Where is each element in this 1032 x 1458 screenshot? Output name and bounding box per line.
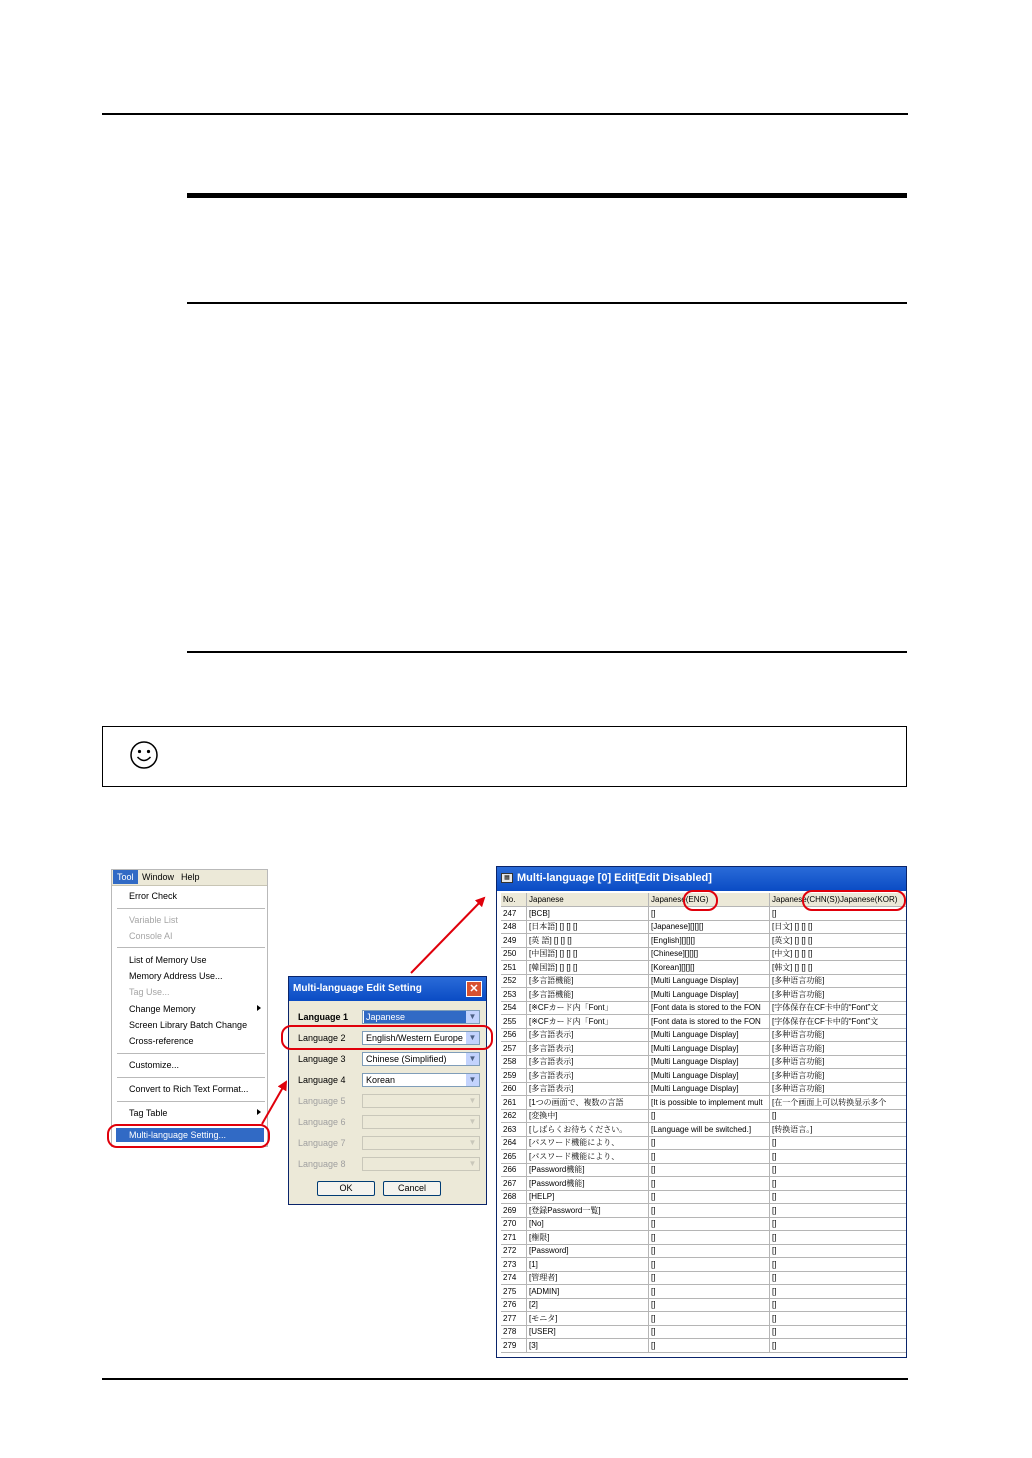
cell-eng[interactable]: []	[649, 1244, 770, 1258]
cell-no[interactable]: 247	[501, 907, 527, 921]
table-row[interactable]	[501, 1042, 907, 1056]
cell-eng[interactable]: [Multi Language Display]	[649, 1028, 770, 1042]
cell-japanese[interactable]: [多言語表示]	[527, 1042, 649, 1056]
menu-tool[interactable]: Tool	[113, 870, 138, 884]
cell-japanese[interactable]: [1]	[527, 1258, 649, 1272]
cell-japanese[interactable]: [Password機能]	[527, 1163, 649, 1177]
language-4-value: Korean	[366, 1075, 396, 1085]
cell-japanese[interactable]: [権限]	[527, 1231, 649, 1245]
cell-eng[interactable]: [Multi Language Display]	[649, 1055, 770, 1069]
cell-eng[interactable]: []	[649, 1163, 770, 1177]
cell-eng[interactable]: []	[649, 1258, 770, 1272]
section-top-rule	[187, 193, 907, 198]
cell-no[interactable]: 261	[501, 1096, 527, 1110]
cell-eng[interactable]: []	[649, 1271, 770, 1285]
language-3-select[interactable]	[362, 1052, 480, 1066]
note-box	[102, 726, 907, 787]
table-row[interactable]	[501, 974, 907, 988]
table-row[interactable]	[501, 1015, 907, 1029]
cell-no[interactable]: 275	[501, 1285, 527, 1299]
cell-japanese[interactable]: [日本語] [] [] []	[527, 920, 649, 934]
cell-no[interactable]: 279	[501, 1339, 527, 1353]
highlight-multi-language-setting	[107, 1124, 270, 1148]
cell-japanese[interactable]: [変換中]	[527, 1109, 649, 1123]
cell-chn-kor[interactable]: []	[770, 1312, 907, 1326]
window-title: Multi-language [0] Edit[Edit Disabled]	[517, 872, 712, 884]
cell-chn-kor[interactable]: []	[770, 1190, 907, 1204]
cell-chn-kor[interactable]: [多种语言功能]	[770, 1042, 907, 1056]
language-4-select[interactable]	[362, 1073, 480, 1087]
cell-japanese[interactable]: [多言語表示]	[527, 1055, 649, 1069]
ok-button[interactable]: OK	[317, 1181, 375, 1196]
cell-chn-kor[interactable]: []	[770, 1163, 907, 1177]
cell-japanese[interactable]: [パスワード機能により、	[527, 1150, 649, 1164]
table-row[interactable]	[501, 1285, 907, 1299]
table-row[interactable]	[501, 1177, 907, 1191]
menu-window[interactable]: Window	[142, 872, 175, 882]
cell-no[interactable]: 269	[501, 1204, 527, 1218]
cell-no[interactable]: 254	[501, 1001, 527, 1015]
cell-chn-kor[interactable]: [多种语言功能]	[770, 988, 907, 1002]
cell-japanese[interactable]: [BCB]	[527, 907, 649, 921]
cell-japanese[interactable]: [1つの画面で、複数の言語	[527, 1096, 649, 1110]
menu-separator	[117, 947, 265, 948]
table-row[interactable]	[501, 1217, 907, 1231]
cell-chn-kor[interactable]: []	[770, 1339, 907, 1353]
cell-eng[interactable]: []	[649, 1177, 770, 1191]
cell-chn-kor[interactable]: [日文] [] [] []	[770, 920, 907, 934]
cell-eng[interactable]: [Japanese][][][]	[649, 920, 770, 934]
menu-item-label: Multi-language Setting...	[129, 1130, 227, 1140]
table-row[interactable]	[501, 1055, 907, 1069]
chevron-down-icon[interactable]: ▼	[466, 1011, 479, 1023]
menu-separator	[117, 1053, 265, 1054]
cell-eng[interactable]: []	[649, 907, 770, 921]
cell-no[interactable]: 260	[501, 1082, 527, 1096]
cell-japanese[interactable]: [英 語] [] [] []	[527, 934, 649, 948]
table-row[interactable]	[501, 1312, 907, 1326]
language-1-label: Language 1	[298, 1012, 349, 1022]
footer-rule	[102, 1378, 908, 1380]
cell-japanese[interactable]: [HELP]	[527, 1190, 649, 1204]
section-rule-2	[187, 651, 907, 653]
cell-chn-kor[interactable]: [韩文] [] [] []	[770, 961, 907, 975]
cell-japanese[interactable]: [多言語機能]	[527, 988, 649, 1002]
dialog-title: Multi-language Edit Setting	[293, 983, 422, 994]
cell-eng[interactable]: []	[649, 1217, 770, 1231]
chevron-down-icon[interactable]: ▼	[466, 1053, 479, 1065]
chevron-down-icon: ▼	[466, 1158, 479, 1170]
language-5-select[interactable]	[362, 1094, 480, 1108]
menu-item-error-check[interactable]: Error Check	[129, 891, 178, 901]
table-row[interactable]	[501, 1244, 907, 1258]
table-row[interactable]	[501, 1204, 907, 1218]
cell-japanese[interactable]: [※CFカード内「Font」	[527, 1001, 649, 1015]
submenu-arrow-icon	[257, 1005, 261, 1011]
cell-eng[interactable]: []	[649, 1231, 770, 1245]
cell-chn-kor[interactable]: []	[770, 1231, 907, 1245]
cell-japanese[interactable]: [ADMIN]	[527, 1285, 649, 1299]
cell-no[interactable]: 273	[501, 1258, 527, 1272]
cell-chn-kor[interactable]: []	[770, 1109, 907, 1123]
cell-eng[interactable]: []	[649, 1298, 770, 1312]
table-row[interactable]	[501, 1298, 907, 1312]
cell-chn-kor[interactable]: []	[770, 907, 907, 921]
cell-japanese[interactable]: [管理者]	[527, 1271, 649, 1285]
language-7-select[interactable]	[362, 1136, 480, 1150]
table-row[interactable]	[501, 1136, 907, 1150]
cell-eng[interactable]: [It is possible to implement mult	[649, 1096, 770, 1110]
cell-no[interactable]: 262	[501, 1109, 527, 1123]
cell-no[interactable]: 266	[501, 1163, 527, 1177]
cell-eng[interactable]: []	[649, 1204, 770, 1218]
cell-chn-kor[interactable]: []	[770, 1271, 907, 1285]
cell-eng[interactable]: []	[649, 1136, 770, 1150]
cell-no[interactable]: 250	[501, 947, 527, 961]
chevron-down-icon[interactable]: ▼	[466, 1074, 479, 1086]
cell-eng[interactable]: [Font data is stored to the FON	[649, 1015, 770, 1029]
cell-no[interactable]: 258	[501, 1055, 527, 1069]
cell-chn-kor[interactable]: []	[770, 1298, 907, 1312]
cell-no[interactable]: 249	[501, 934, 527, 948]
cell-no[interactable]: 253	[501, 988, 527, 1002]
language-4-label: Language 4	[298, 1075, 346, 1085]
language-3-label: Language 3	[298, 1054, 346, 1064]
menu-item-memory-address-use[interactable]: Memory Address Use...	[129, 971, 223, 981]
menu-item-change-memory[interactable]: Change Memory	[129, 1004, 196, 1014]
cell-japanese[interactable]: [韓国語] [] [] []	[527, 961, 649, 975]
highlight-language-2	[281, 1025, 493, 1050]
cell-no[interactable]: 248	[501, 920, 527, 934]
cell-chn-kor[interactable]: [在一个画面上可以转换显示多个	[770, 1096, 907, 1110]
cell-chn-kor[interactable]: [英文] [] [] []	[770, 934, 907, 948]
cell-no[interactable]: 252	[501, 974, 527, 988]
multi-language-edit-window	[496, 866, 907, 1358]
language-1-value: Japanese	[364, 1011, 468, 1023]
cell-japanese[interactable]: [3]	[527, 1339, 649, 1353]
cell-eng[interactable]: []	[649, 1190, 770, 1204]
cell-no[interactable]: 272	[501, 1244, 527, 1258]
language-5-label: Language 5	[298, 1096, 346, 1106]
table-row[interactable]	[501, 920, 907, 934]
multi-language-edit-setting-dialog	[288, 976, 487, 1205]
cell-eng[interactable]: [Korean][][][]	[649, 961, 770, 975]
cell-eng[interactable]: [Multi Language Display]	[649, 1069, 770, 1083]
chevron-down-icon: ▼	[466, 1095, 479, 1107]
cell-chn-kor[interactable]: [多种语言功能]	[770, 1055, 907, 1069]
cell-japanese[interactable]: [Password機能]	[527, 1177, 649, 1191]
cell-chn-kor[interactable]: []	[770, 1136, 907, 1150]
close-icon[interactable]: ✕	[466, 981, 482, 997]
table-row[interactable]	[501, 1082, 907, 1096]
table-row[interactable]	[501, 1123, 907, 1137]
table-row[interactable]	[501, 1190, 907, 1204]
language-6-label: Language 6	[298, 1117, 346, 1127]
cell-chn-kor[interactable]: []	[770, 1150, 907, 1164]
table-row[interactable]	[501, 961, 907, 975]
cell-no[interactable]: 263	[501, 1123, 527, 1137]
cell-no[interactable]: 278	[501, 1325, 527, 1339]
menu-item-cross-reference[interactable]: Cross-reference	[129, 1036, 194, 1046]
menu-item-tag-table[interactable]: Tag Table	[129, 1108, 168, 1118]
cell-eng[interactable]: [Multi Language Display]	[649, 974, 770, 988]
highlight-eng-column	[683, 890, 718, 911]
cancel-button[interactable]: Cancel	[383, 1181, 441, 1196]
cell-eng[interactable]: [Multi Language Display]	[649, 1082, 770, 1096]
tool-menu	[111, 869, 268, 1147]
cell-eng[interactable]: [Multi Language Display]	[649, 988, 770, 1002]
language-2-label: Language 2	[298, 1033, 346, 1043]
menu-item-convert-rtf[interactable]: Convert to Rich Text Format...	[129, 1084, 249, 1094]
column-header-no[interactable]: No.	[501, 893, 527, 907]
cell-eng[interactable]: []	[649, 1150, 770, 1164]
column-header-japanese[interactable]: Japanese	[527, 893, 649, 907]
cell-chn-kor[interactable]: []	[770, 1177, 907, 1191]
cell-no[interactable]: 270	[501, 1217, 527, 1231]
table-row[interactable]	[501, 1271, 907, 1285]
menu-separator	[117, 1101, 265, 1102]
cell-chn-kor[interactable]: []	[770, 1325, 907, 1339]
cell-eng[interactable]: [Font data is stored to the FON	[649, 1001, 770, 1015]
table-row[interactable]	[501, 1109, 907, 1123]
cell-eng[interactable]: [Language will be switched.]	[649, 1123, 770, 1137]
header-rule	[102, 113, 908, 115]
cell-no[interactable]: 274	[501, 1271, 527, 1285]
cell-no[interactable]: 251	[501, 961, 527, 975]
cell-eng[interactable]: []	[649, 1325, 770, 1339]
cell-japanese[interactable]: [モニタ]	[527, 1312, 649, 1326]
cell-japanese[interactable]: [多言語表示]	[527, 1069, 649, 1083]
chevron-down-icon[interactable]: ▼	[466, 1032, 479, 1044]
cell-no[interactable]: 268	[501, 1190, 527, 1204]
highlight-chn-kor-columns	[802, 890, 906, 911]
table-row[interactable]	[501, 1163, 907, 1177]
cell-eng[interactable]: [Multi Language Display]	[649, 1042, 770, 1056]
cell-no[interactable]: 256	[501, 1028, 527, 1042]
table-row[interactable]	[501, 1028, 907, 1042]
table-row[interactable]	[501, 988, 907, 1002]
cell-eng[interactable]: [Chinese][][][]	[649, 947, 770, 961]
menu-separator	[117, 908, 265, 909]
menu-item-tag-use[interactable]: Tag Use...	[129, 987, 170, 997]
cell-japanese[interactable]: [※CFカード内「Font」	[527, 1015, 649, 1029]
cell-no[interactable]: 257	[501, 1042, 527, 1056]
cell-chn-kor[interactable]: []	[770, 1285, 907, 1299]
app-icon: ▦	[501, 873, 513, 883]
cell-chn-kor[interactable]: [转换语言。]	[770, 1123, 907, 1137]
cell-no[interactable]: 255	[501, 1015, 527, 1029]
cell-chn-kor[interactable]: [字体保存在CF卡中的“Font”文	[770, 1001, 907, 1015]
cell-japanese[interactable]: [多言語表示]	[527, 1082, 649, 1096]
cell-chn-kor[interactable]: [多种语言功能]	[770, 1069, 907, 1083]
language-8-label: Language 8	[298, 1159, 346, 1169]
table-row[interactable]	[501, 1325, 907, 1339]
cell-chn-kor[interactable]: [字体保存在CF卡中的“Font”文	[770, 1015, 907, 1029]
cell-japanese[interactable]: [2]	[527, 1298, 649, 1312]
menu-separator	[117, 1077, 265, 1078]
column-header-japanese-chn-kor[interactable]: Japanese(CHN(S))Japanese(KOR)	[770, 893, 907, 907]
cell-chn-kor[interactable]: [多种语言功能]	[770, 1028, 907, 1042]
cell-japanese[interactable]: [中国語] [] [] []	[527, 947, 649, 961]
section-rule-1	[187, 302, 907, 304]
cell-chn-kor[interactable]: [中文] [] [] []	[770, 947, 907, 961]
cell-chn-kor[interactable]: []	[770, 1204, 907, 1218]
submenu-arrow-icon	[257, 1109, 261, 1115]
cell-japanese[interactable]: [Password]	[527, 1244, 649, 1258]
cell-no[interactable]: 259	[501, 1069, 527, 1083]
cell-chn-kor[interactable]: []	[770, 1258, 907, 1272]
chevron-down-icon: ▼	[466, 1116, 479, 1128]
cell-japanese[interactable]: [USER]	[527, 1325, 649, 1339]
table-row[interactable]	[501, 1258, 907, 1272]
cell-chn-kor[interactable]: []	[770, 1217, 907, 1231]
menubar	[112, 870, 267, 886]
menu-item-list-of-memory-use[interactable]: List of Memory Use	[129, 955, 207, 965]
cell-no[interactable]: 264	[501, 1136, 527, 1150]
cell-eng[interactable]: []	[649, 1285, 770, 1299]
cell-no[interactable]: 271	[501, 1231, 527, 1245]
cell-japanese[interactable]: [No]	[527, 1217, 649, 1231]
menu-item-variable-list[interactable]: Variable List	[129, 915, 178, 925]
table-row[interactable]	[501, 1231, 907, 1245]
column-header-japanese-eng[interactable]: Japanese(ENG)	[649, 893, 770, 907]
smiley-icon	[129, 740, 159, 770]
cell-eng[interactable]: []	[649, 1339, 770, 1353]
menu-item-screen-library-batch-change[interactable]: Screen Library Batch Change	[129, 1020, 248, 1030]
cell-no[interactable]: 267	[501, 1177, 527, 1191]
cell-no[interactable]: 277	[501, 1312, 527, 1326]
table-row[interactable]	[501, 1096, 907, 1110]
menu-item-customize[interactable]: Customize...	[129, 1060, 180, 1070]
language-3-value: Chinese (Simplified)	[366, 1054, 447, 1064]
table-row[interactable]	[501, 1150, 907, 1164]
cell-chn-kor[interactable]: [多种语言功能]	[770, 974, 907, 988]
cell-japanese[interactable]: [多言語表示]	[527, 1028, 649, 1042]
language-1-select[interactable]	[362, 1010, 480, 1024]
language-6-select[interactable]	[362, 1115, 480, 1129]
table-row[interactable]	[501, 1069, 907, 1083]
arrow-dialog-to-window	[411, 898, 484, 973]
menu-help[interactable]: Help	[181, 872, 200, 882]
dialog-titlebar	[289, 977, 486, 1001]
cell-japanese[interactable]: [しばらくお待ちください。	[527, 1123, 649, 1137]
chevron-down-icon: ▼	[466, 1137, 479, 1149]
cell-no[interactable]: 276	[501, 1298, 527, 1312]
cell-eng[interactable]: []	[649, 1312, 770, 1326]
cell-japanese[interactable]: [多言語機能]	[527, 974, 649, 988]
language-8-select[interactable]	[362, 1157, 480, 1171]
table-row[interactable]	[501, 1001, 907, 1015]
cell-japanese[interactable]: [パスワード機能により、	[527, 1136, 649, 1150]
cell-no[interactable]: 265	[501, 1150, 527, 1164]
cell-japanese[interactable]: [登録Password一覧]	[527, 1204, 649, 1218]
table-row[interactable]	[501, 947, 907, 961]
cell-chn-kor[interactable]: [多种语言功能]	[770, 1082, 907, 1096]
table-row[interactable]	[501, 1339, 907, 1353]
window-titlebar	[497, 867, 907, 891]
cell-chn-kor[interactable]: []	[770, 1244, 907, 1258]
table-row[interactable]	[501, 934, 907, 948]
menu-item-console-ai[interactable]: Console AI	[129, 931, 173, 941]
language-7-label: Language 7	[298, 1138, 346, 1148]
language-2-value: English/Western Europe	[366, 1033, 463, 1043]
cell-eng[interactable]: []	[649, 1109, 770, 1123]
cell-eng[interactable]: [English][][][]	[649, 934, 770, 948]
